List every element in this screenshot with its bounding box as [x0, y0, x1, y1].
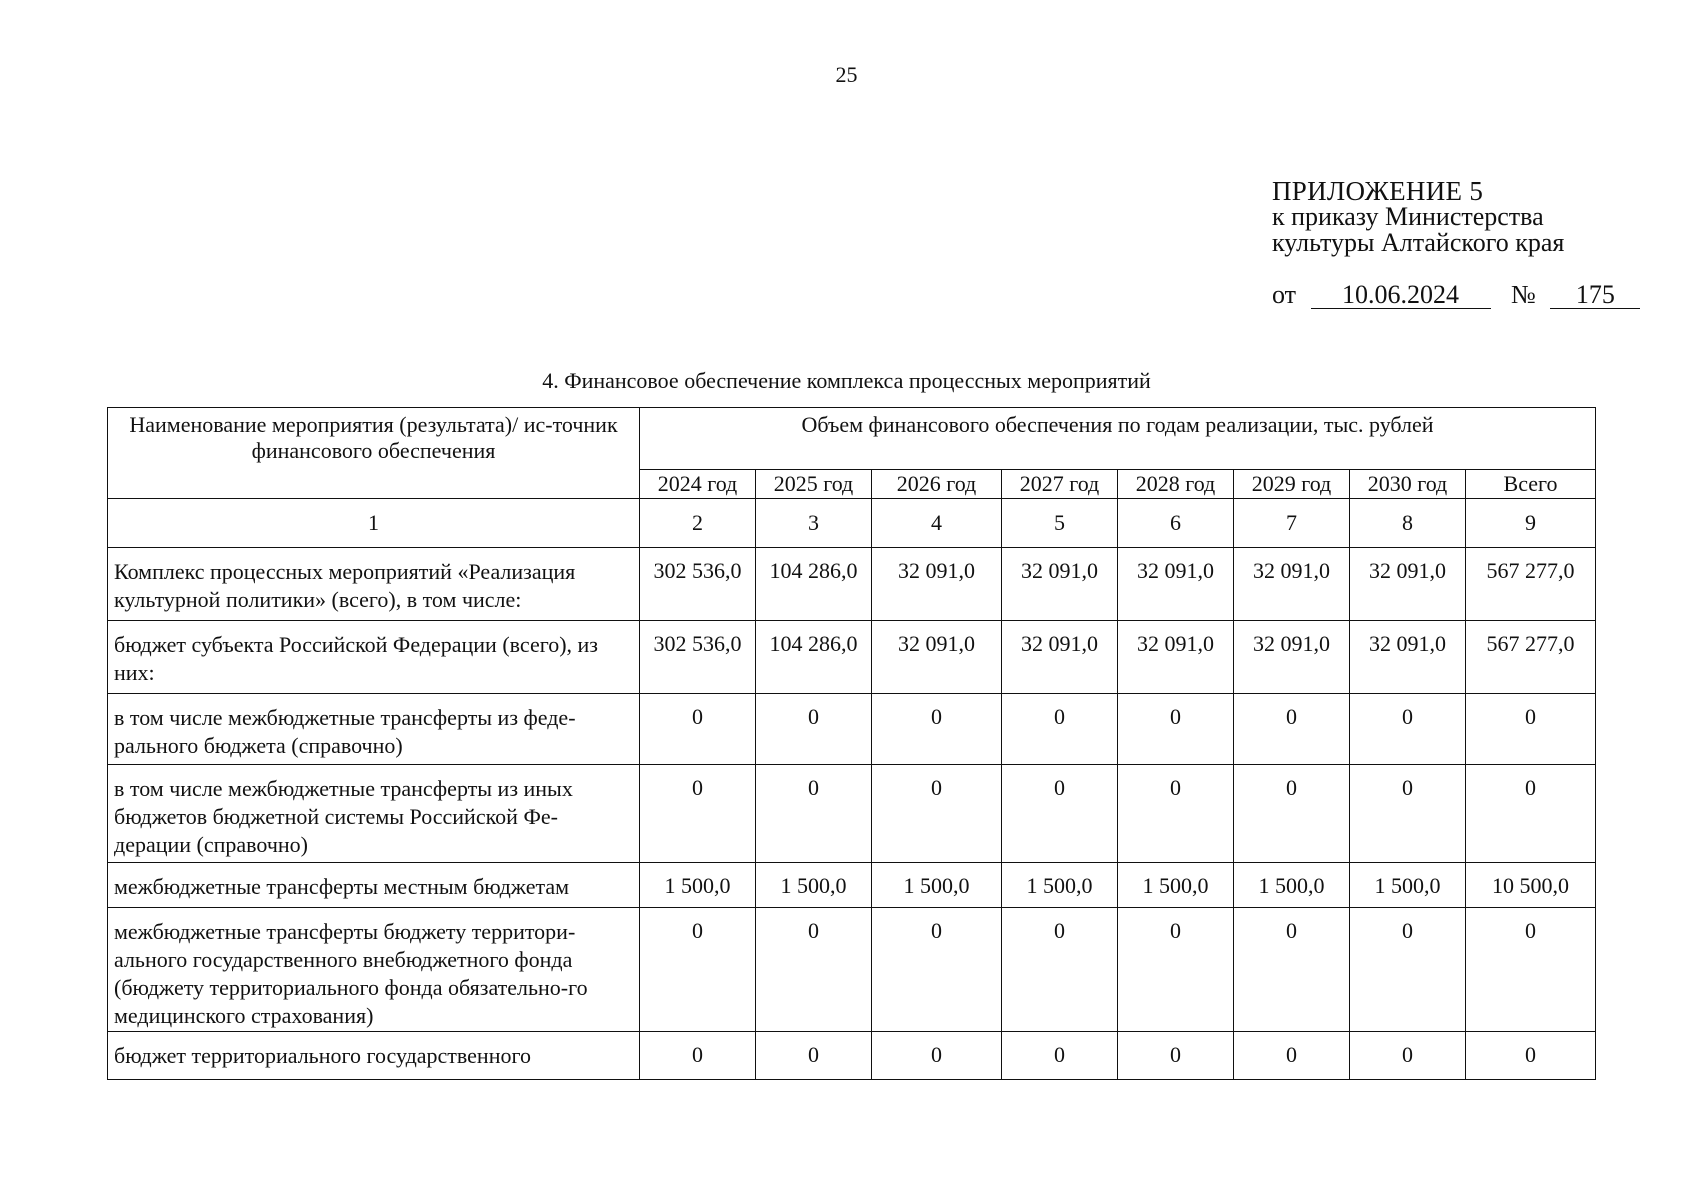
row-name: бюджет субъекта Российской Федерации (всего), из них:: [108, 621, 640, 694]
row-value: 302 536,0: [640, 621, 756, 694]
row-value: 1 500,0: [872, 863, 1002, 908]
year-header: Всего: [1466, 470, 1596, 499]
row-value: 0: [640, 908, 756, 1032]
row-value: 0: [640, 765, 756, 863]
appendix-title: ПРИЛОЖЕНИЕ 5: [1272, 176, 1484, 206]
appendix-line-3: культуры Алтайского края: [1272, 228, 1565, 257]
row-value: 1 500,0: [756, 863, 872, 908]
row-value: 0: [1002, 1032, 1118, 1080]
financing-table: [107, 407, 1596, 1080]
row-value: 0: [872, 694, 1002, 765]
column-number: 2: [640, 499, 756, 548]
row-name: в том числе межбюджетные трансферты из иных бюджетов бюджетной системы Российской Фе-дерации (справочно): [108, 765, 640, 863]
order-line: [1272, 280, 1640, 310]
row-value: 0: [1002, 694, 1118, 765]
row-value: 10 500,0: [1466, 863, 1596, 908]
row-value: 32 091,0: [1234, 621, 1350, 694]
row-value: 302 536,0: [640, 548, 756, 621]
column-number: 5: [1002, 499, 1118, 548]
row-value: 567 277,0: [1466, 621, 1596, 694]
column-number-row: [108, 499, 1596, 548]
year-header: 2025 год: [756, 470, 872, 499]
row-value: 0: [1118, 765, 1234, 863]
row-name: межбюджетные трансферты бюджету территори-ального государственного внебюджетного фонда (бюджету территориального фонда обязательно-го медицинского страхования): [108, 908, 640, 1032]
row-value: 0: [1234, 908, 1350, 1032]
row-value: 32 091,0: [872, 621, 1002, 694]
column-number: 6: [1118, 499, 1234, 548]
table-body: [108, 548, 1596, 1080]
row-value: 0: [640, 694, 756, 765]
row-value: 0: [1466, 694, 1596, 765]
row-value: 0: [1466, 765, 1596, 863]
row-name: Комплекс процессных мероприятий «Реализация культурной политики» (всего), в том числе:: [108, 548, 640, 621]
row-value: 0: [640, 1032, 756, 1080]
row-value: 0: [1118, 1032, 1234, 1080]
row-value: 104 286,0: [756, 621, 872, 694]
order-number: 175: [1550, 282, 1640, 309]
row-value: 0: [756, 765, 872, 863]
row-value: 0: [1350, 908, 1466, 1032]
row-value: 0: [1350, 1032, 1466, 1080]
row-value: 1 500,0: [1002, 863, 1118, 908]
column-number: 7: [1234, 499, 1350, 548]
page-number: 25: [835, 62, 858, 87]
row-value: 0: [1234, 694, 1350, 765]
table-row: [108, 908, 1596, 1032]
row-value: 32 091,0: [1350, 548, 1466, 621]
year-header: 2024 год: [640, 470, 756, 499]
row-value: 0: [1234, 1032, 1350, 1080]
order-date: 10.06.2024: [1311, 282, 1491, 309]
year-header: 2029 год: [1234, 470, 1350, 499]
row-value: 1 500,0: [1118, 863, 1234, 908]
row-value: 1 500,0: [1234, 863, 1350, 908]
column-number: 9: [1466, 499, 1596, 548]
row-value: 0: [1002, 908, 1118, 1032]
row-value: 0: [872, 908, 1002, 1032]
year-header: 2028 год: [1118, 470, 1234, 499]
row-value: 0: [872, 765, 1002, 863]
appendix-block: [1272, 178, 1564, 256]
year-header: 2026 год: [872, 470, 1002, 499]
row-value: 0: [1002, 765, 1118, 863]
row-value: 1 500,0: [640, 863, 756, 908]
row-name: межбюджетные трансферты местным бюджетам: [108, 863, 640, 908]
table-row: [108, 694, 1596, 765]
header-name: Наименование мероприятия (результата)/ ис-точник финансового обеспечения: [108, 408, 640, 499]
row-value: 0: [1234, 765, 1350, 863]
row-value: 0: [1118, 694, 1234, 765]
row-value: 32 091,0: [1002, 621, 1118, 694]
row-value: 32 091,0: [872, 548, 1002, 621]
column-number: 4: [872, 499, 1002, 548]
row-value: 32 091,0: [1118, 548, 1234, 621]
table-row: [108, 863, 1596, 908]
row-value: 0: [756, 908, 872, 1032]
table-row: [108, 1032, 1596, 1080]
section-title: 4. Финансовое обеспечение комплекса процессных мероприятий: [542, 368, 1151, 393]
table-row: [108, 548, 1596, 621]
row-value: 32 091,0: [1234, 548, 1350, 621]
row-value: 32 091,0: [1118, 621, 1234, 694]
header-volume: Объем финансового обеспечения по годам реализации, тыс. рублей: [640, 408, 1596, 470]
column-number: 3: [756, 499, 872, 548]
row-value: 1 500,0: [1350, 863, 1466, 908]
table-row: [108, 621, 1596, 694]
row-value: 567 277,0: [1466, 548, 1596, 621]
row-value: 0: [756, 1032, 872, 1080]
row-value: 32 091,0: [1002, 548, 1118, 621]
row-value: 104 286,0: [756, 548, 872, 621]
row-value: 0: [1350, 694, 1466, 765]
row-name: бюджет территориального государственного: [108, 1032, 640, 1080]
column-number: 8: [1350, 499, 1466, 548]
row-name: в том числе межбюджетные трансферты из феде-рального бюджета (справочно): [108, 694, 640, 765]
row-value: 0: [756, 694, 872, 765]
row-value: 32 091,0: [1350, 621, 1466, 694]
year-header: 2027 год: [1002, 470, 1118, 499]
column-number: 1: [108, 499, 640, 548]
appendix-line-2: к приказу Министерства: [1272, 202, 1544, 231]
row-value: 0: [1466, 908, 1596, 1032]
year-header: 2030 год: [1350, 470, 1466, 499]
row-value: 0: [1466, 1032, 1596, 1080]
row-value: 0: [872, 1032, 1002, 1080]
date-prefix: от: [1272, 280, 1297, 309]
table-row: [108, 765, 1596, 863]
row-value: 0: [1118, 908, 1234, 1032]
row-value: 0: [1350, 765, 1466, 863]
number-prefix: №: [1511, 280, 1536, 309]
